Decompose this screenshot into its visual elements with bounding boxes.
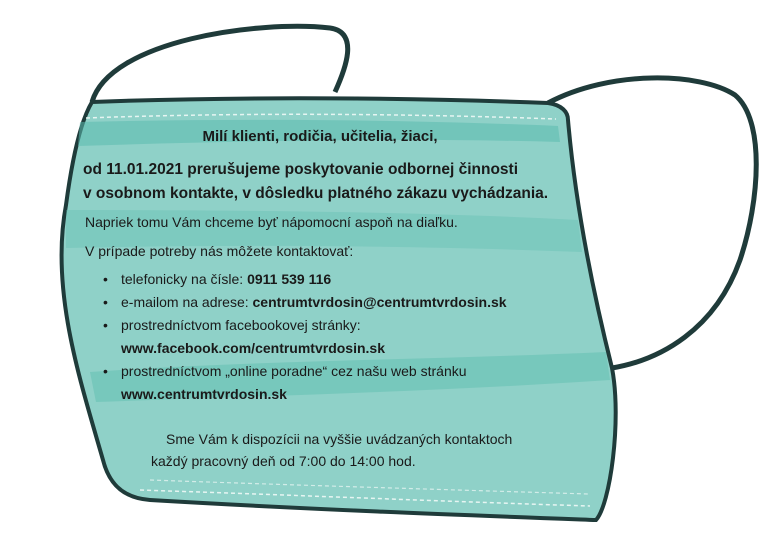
greeting: Milí klienti, rodičia, učitelia, žiaci, <box>202 128 438 145</box>
contact-facebook-label: prostredníctvom facebookovej stránky: <box>121 317 361 333</box>
contact-facebook <box>95 314 507 360</box>
paragraph-contact-intro: V prípade potreby nás môžete kontaktovať: <box>85 243 354 259</box>
contact-website-label: prostredníctvom „online poradne“ cez našu web stránku <box>121 363 467 379</box>
footer-availability-line-2: každý pracovný deň od 7:00 do 14:00 hod. <box>151 453 416 469</box>
contact-email <box>95 291 507 314</box>
contact-website-link[interactable]: www.centrumtvrdosin.sk <box>121 386 287 402</box>
contact-facebook-link[interactable]: www.facebook.com/centrumtvrdosin.sk <box>121 340 385 356</box>
contact-email-address[interactable]: centrumtvrdosin@centrumtvrdosin.sk <box>252 294 507 310</box>
headline-line-1: od 11.01.2021 prerušujeme poskytovanie odbornej činnosti <box>83 161 519 178</box>
contact-phone-label: telefonicky na čísle: <box>121 271 248 287</box>
contact-phone <box>95 268 507 291</box>
bullet-icon: • <box>103 271 108 287</box>
headline-line-2: v osobnom kontakte, v dôsledku platného zákazu vychádzania. <box>83 185 549 202</box>
contact-list <box>95 268 507 406</box>
bullet-icon: • <box>103 317 108 333</box>
contact-phone-number[interactable]: 0911 539 116 <box>247 271 332 287</box>
contact-website <box>95 360 507 406</box>
bullet-icon: • <box>103 294 108 310</box>
contact-email-label: e-mailom na adrese: <box>121 294 253 310</box>
paragraph-remote-help: Napriek tomu Vám chceme byť nápomocní aspoň na diaľku. <box>85 214 458 230</box>
left-ear-loop <box>92 26 348 102</box>
bullet-icon: • <box>103 363 108 379</box>
footer-availability-line-1: Sme Vám k dispozícii na vyššie uvádzaných kontaktoch <box>166 431 513 447</box>
